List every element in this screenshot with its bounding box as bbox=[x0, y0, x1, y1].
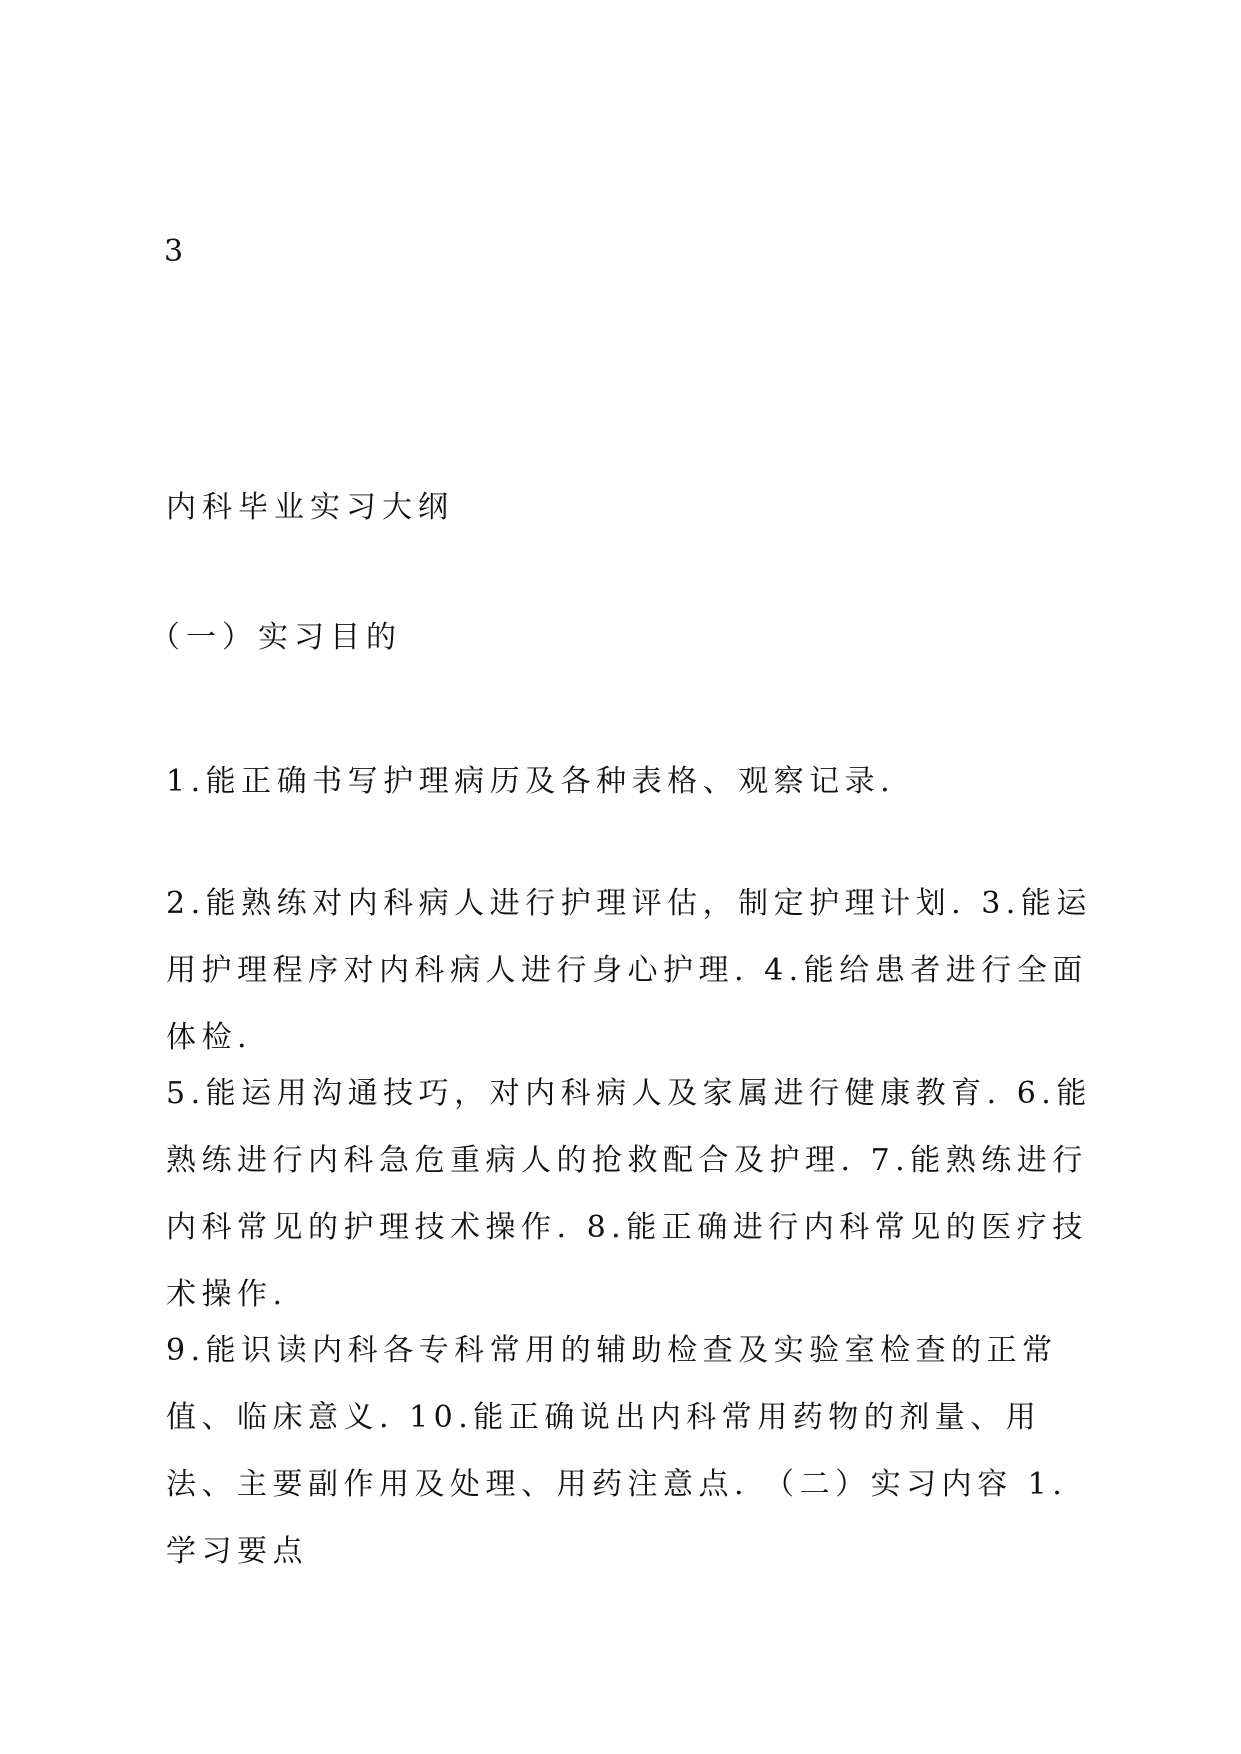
page-number: 3 bbox=[164, 234, 184, 269]
document-title: 内科毕业实习大纲 bbox=[166, 490, 454, 525]
paragraph-2: 2.能熟练对内科病人进行护理评估，制定护理计划. 3.能运用护理程序对内科病人进行身心护理. 4.能给患者进行全面体检. bbox=[166, 886, 1092, 1055]
paragraph-1: 1.能正确书写护理病历及各种表格、观察记录. bbox=[166, 764, 896, 799]
section-heading-objectives: （一）实习目的 bbox=[150, 620, 402, 655]
paragraph-3: 5.能运用沟通技巧，对内科病人及家属进行健康教育. 6.能熟练进行内科急危重病人的抢救配合及护理. 7.能熟练进行内科常见的护理技术操作. 8.能正确进行内科常见的医疗技术操作. bbox=[166, 1076, 1092, 1312]
paragraph-4: 9.能识读内科各专科常用的辅助检查及实验室检查的正常值、临床意义. 10.能正确说出内科常用药物的剂量、用法、主要副作用及处理、用药注意点. （二）实习内容 1. 学习要点 bbox=[166, 1333, 1068, 1569]
